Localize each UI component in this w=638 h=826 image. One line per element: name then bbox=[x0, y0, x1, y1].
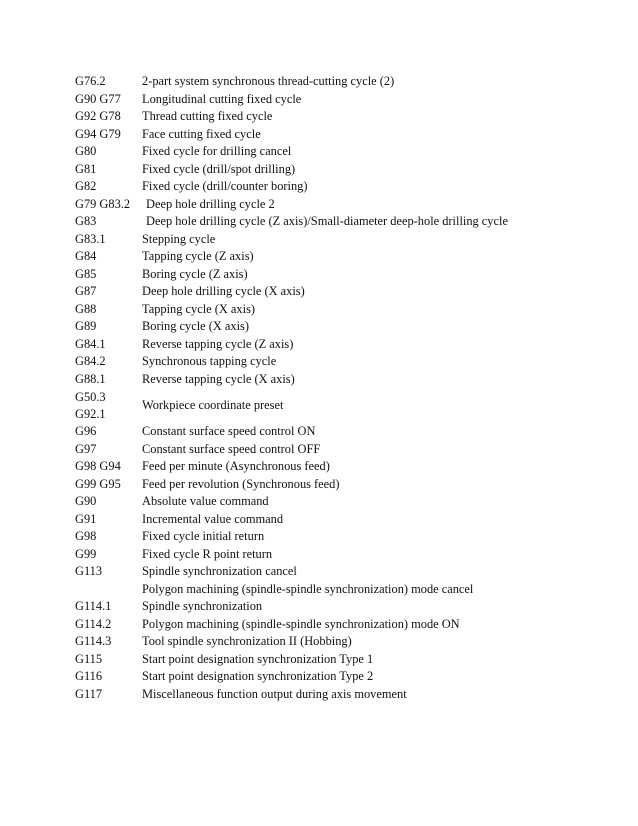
table-row bbox=[75, 633, 595, 651]
gcode-cell: G94 G79 bbox=[75, 126, 121, 141]
table-row bbox=[75, 143, 595, 161]
table-row bbox=[75, 528, 595, 546]
gcode-cell: G79 G83.2 bbox=[75, 196, 131, 211]
description-cell: Feed per revolution (Synchronous feed) bbox=[142, 476, 340, 491]
description-cell: Constant surface speed control ON bbox=[142, 424, 316, 438]
gcode-cell: G113 bbox=[75, 564, 103, 579]
table-row bbox=[75, 458, 595, 476]
gcode-cell: G88.1 bbox=[75, 371, 106, 386]
table-row bbox=[75, 91, 595, 109]
gcode-cell: G83.1 bbox=[75, 231, 106, 246]
table-row bbox=[75, 266, 595, 284]
gcode-cell: G89 bbox=[75, 319, 97, 334]
table-row bbox=[75, 546, 595, 564]
gcode-cell: G88 bbox=[75, 301, 97, 316]
description-cell: Fixed cycle initial return bbox=[142, 529, 265, 543]
description-cell: Tapping cycle (X axis) bbox=[142, 301, 256, 316]
description-cell: Synchronous tapping cycle bbox=[142, 354, 277, 368]
gcode-cell: G84 bbox=[75, 249, 97, 264]
description-cell: Start point designation synchronization Type 1 bbox=[142, 651, 374, 666]
table-row bbox=[75, 581, 595, 599]
gcode-cell: G114.2 bbox=[75, 616, 112, 631]
gcode-cell: G98 G94 bbox=[75, 459, 121, 474]
table-row bbox=[75, 371, 595, 389]
gcode-cell: G80 bbox=[75, 144, 97, 159]
table-row bbox=[75, 476, 595, 494]
table-row bbox=[75, 353, 595, 371]
table-row bbox=[75, 511, 595, 529]
table-row bbox=[75, 213, 595, 231]
table-row bbox=[75, 493, 595, 511]
description-cell: Deep hole drilling cycle (X axis) bbox=[142, 284, 305, 298]
table-row bbox=[75, 441, 595, 459]
description-cell: Fixed cycle R point return bbox=[142, 546, 273, 561]
table-row bbox=[75, 686, 595, 704]
description-cell: Absolute value command bbox=[142, 494, 269, 508]
description-cell: Boring cycle (X axis) bbox=[142, 319, 250, 333]
description-cell: Workpiece coordinate preset bbox=[142, 397, 284, 412]
table-row bbox=[75, 616, 595, 634]
gcode-cell: G84.2 bbox=[75, 354, 106, 369]
description-cell: Spindle synchronization bbox=[142, 599, 263, 613]
description-cell: Deep hole drilling cycle (Z axis)/Small-diameter deep-hole drilling cycle bbox=[146, 214, 508, 228]
gcode-cell: G50.3 G92.1 bbox=[75, 389, 106, 421]
table-row bbox=[75, 651, 595, 669]
gcode-cell: G83 bbox=[75, 214, 97, 229]
description-cell: Deep hole drilling cycle 2 bbox=[146, 196, 275, 211]
table-row bbox=[75, 563, 595, 581]
description-cell: Spindle synchronization cancel bbox=[142, 564, 297, 578]
gcode-cell: G115 bbox=[75, 651, 103, 666]
gcode-cell: G90 G77 bbox=[75, 91, 121, 106]
gcode-cell: G99 G95 bbox=[75, 476, 121, 491]
table-row bbox=[75, 248, 595, 266]
description-cell: Reverse tapping cycle (X axis) bbox=[142, 371, 295, 386]
table-row bbox=[75, 598, 595, 616]
table-row bbox=[75, 668, 595, 686]
table-row bbox=[75, 178, 595, 196]
description-cell: Boring cycle (Z axis) bbox=[142, 266, 248, 281]
description-cell: Stepping cycle bbox=[142, 231, 216, 246]
description-cell: Start point designation synchronization Type 2 bbox=[142, 669, 374, 683]
table-row bbox=[75, 301, 595, 319]
description-cell: Fixed cycle (drill/spot drilling) bbox=[142, 161, 296, 176]
gcode-cell: G92 G78 bbox=[75, 109, 121, 124]
description-cell: Face cutting fixed cycle bbox=[142, 126, 261, 141]
gcode-cell: G85 bbox=[75, 266, 97, 281]
table-row bbox=[75, 73, 595, 91]
gcode-cell: G96 bbox=[75, 424, 97, 439]
table-row bbox=[75, 283, 595, 301]
gcode-cell: G87 bbox=[75, 284, 97, 299]
gcode-cell: G82 bbox=[75, 179, 97, 194]
gcode-cell: G98 bbox=[75, 529, 97, 544]
table-row bbox=[75, 231, 595, 249]
gcode-cell: G114.3 bbox=[75, 634, 112, 649]
gcode-cell: G97 bbox=[75, 441, 97, 456]
description-cell: Tapping cycle (Z axis) bbox=[142, 249, 254, 263]
gcode-cell: G117 bbox=[75, 686, 103, 701]
description-cell: Reverse tapping cycle (Z axis) bbox=[142, 336, 294, 351]
table-row bbox=[75, 126, 595, 144]
gcode-cell: G99 bbox=[75, 546, 97, 561]
description-cell: Longitudinal cutting fixed cycle bbox=[142, 91, 302, 106]
description-cell: Polygon machining (spindle-spindle synchronization) mode ON bbox=[142, 616, 460, 631]
description-cell: Incremental value command bbox=[142, 511, 284, 526]
table-row bbox=[75, 336, 595, 354]
gcode-cell: G81 bbox=[75, 161, 97, 176]
description-cell: 2-part system synchronous thread-cutting cycle (2) bbox=[142, 74, 395, 88]
description-cell: Tool spindle synchronization II (Hobbing) bbox=[142, 634, 352, 648]
description-cell: Fixed cycle (drill/counter boring) bbox=[142, 179, 308, 193]
description-cell: Constant surface speed control OFF bbox=[142, 441, 321, 456]
description-cell: Feed per minute (Asynchronous feed) bbox=[142, 459, 330, 473]
table-row bbox=[75, 318, 595, 336]
description-cell: Polygon machining (spindle-spindle synchronization) mode cancel bbox=[142, 581, 474, 596]
gcode-table bbox=[75, 73, 595, 703]
table-row bbox=[75, 196, 595, 214]
gcode-cell: G91 bbox=[75, 511, 97, 526]
gcode-cell: G114.1 bbox=[75, 599, 112, 614]
description-cell: Fixed cycle for drilling cancel bbox=[142, 144, 292, 158]
table-row bbox=[75, 388, 595, 423]
table-row bbox=[75, 108, 595, 126]
gcode-cell: G76.2 bbox=[75, 74, 106, 89]
gcode-cell: G84.1 bbox=[75, 336, 106, 351]
gcode-cell: G90 bbox=[75, 494, 97, 509]
table-row bbox=[75, 423, 595, 441]
table-row bbox=[75, 161, 595, 179]
description-cell: Thread cutting fixed cycle bbox=[142, 109, 273, 123]
description-cell: Miscellaneous function output during axis movement bbox=[142, 686, 407, 701]
gcode-cell: G116 bbox=[75, 669, 103, 684]
